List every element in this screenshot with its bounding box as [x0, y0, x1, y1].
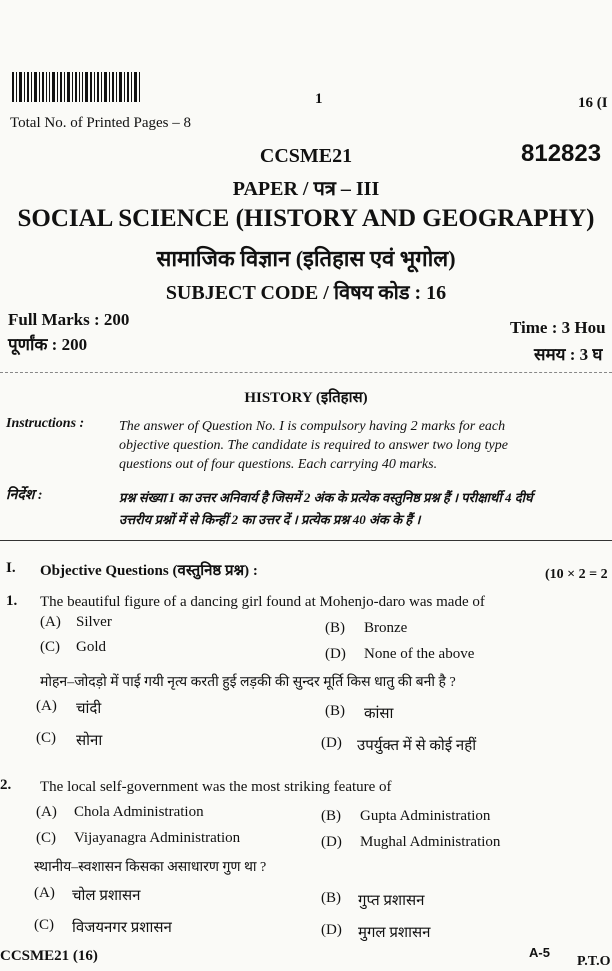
section-divider: [0, 540, 612, 541]
time-en: Time : 3 Hou: [510, 318, 606, 337]
total-pages: Total No. of Printed Pages – 8: [10, 115, 192, 131]
subject-title-hi: सामाजिक विज्ञान (इतिहास एवं भूगोल): [156, 246, 456, 271]
option-text: None of the above: [364, 646, 475, 662]
option-label: (C): [36, 730, 56, 746]
option-label: (A): [40, 614, 61, 630]
full-marks-hi: पूर्णांक : 200: [8, 335, 88, 354]
subject-code: SUBJECT CODE / विषय कोड : 16: [165, 282, 447, 304]
option-text: Silver: [76, 614, 112, 630]
paper-code-corner: 16 (I: [578, 95, 608, 111]
serial-number: 812823: [521, 140, 602, 167]
option-text: कांसा: [364, 706, 394, 722]
barcode: [12, 72, 140, 102]
option-text: Gupta Administration: [360, 808, 491, 824]
objective-marks: (10 × 2 = 2: [545, 567, 608, 582]
subject-title-en: SOCIAL SCIENCE (HISTORY AND GEOGRAPHY): [17, 205, 595, 232]
nirdesh-line: प्रश्न संख्या I का उत्तर अनिवार्य है जिसमें 2 अंक के प्रत्येक वस्तुनिष्ठ प्रश्न हैं । परीक्षार्थी 4 दीर्घ: [119, 490, 533, 505]
footer-pto: P.T.O: [577, 954, 611, 969]
option-label: (D): [321, 834, 342, 850]
section-title: HISTORY (इतिहास): [244, 390, 368, 406]
question-text-hi: मोहन–जोदड़ो में पाई गयी नृत्य करती हुई लड़की की सुन्दर मूर्ति किस धातु की बनी है ?: [40, 675, 456, 690]
option-label: (B): [321, 808, 341, 824]
option-label: (C): [36, 830, 56, 846]
option-label: (B): [325, 703, 345, 719]
option-text: विजयनगर प्रशासन: [72, 920, 172, 936]
question-text-en: The beautiful figure of a dancing girl found at Mohenjo-daro was made of: [40, 594, 485, 610]
option-label: (B): [321, 890, 341, 906]
footer-form: A-5: [529, 945, 550, 960]
option-label: (C): [34, 917, 54, 933]
option-text: मुगल प्रशासन: [358, 925, 431, 941]
question-number: 2.: [0, 777, 12, 793]
header-divider: [0, 372, 612, 373]
option-text: Mughal Administration: [360, 834, 501, 850]
nirdesh-label: निर्देश :: [6, 488, 43, 503]
instructions-line: questions out of four questions. Each carrying 40 marks.: [119, 457, 438, 472]
footer-code: CCSME21 (16): [0, 948, 98, 964]
option-label: (A): [34, 885, 55, 901]
objective-number: I.: [6, 560, 16, 576]
option-text: गुप्त प्रशासन: [358, 893, 425, 909]
option-label: (C): [40, 639, 60, 655]
instructions-line: The answer of Question No. I is compulsory having 2 marks for each: [119, 419, 506, 434]
option-text: उपर्युक्त में से कोई नहीं: [357, 738, 477, 754]
paper-title: PAPER / पत्र – III: [232, 178, 380, 200]
option-text: चोल प्रशासन: [72, 888, 141, 904]
option-text: चांदी: [76, 701, 102, 717]
option-text: Bronze: [364, 620, 408, 636]
option-label: (A): [36, 698, 57, 714]
question-text-en: The local self-government was the most striking feature of: [40, 779, 392, 795]
option-label: (D): [321, 922, 342, 938]
option-label: (B): [325, 620, 345, 636]
option-text: Gold: [76, 639, 106, 655]
question-text-hi: स्थानीय–स्वशासन किसका असाधारण गुण था ?: [34, 860, 267, 875]
option-text: Chola Administration: [74, 804, 204, 820]
option-text: Vijayanagra Administration: [74, 830, 241, 846]
instructions-label: Instructions :: [6, 416, 85, 431]
question-number: 1.: [6, 593, 18, 609]
time-hi: समय : 3 घ: [534, 345, 603, 364]
option-text: सोना: [76, 733, 103, 749]
nirdesh-line: उत्तरीय प्रश्नों में से किन्हीं 2 का उत्तर दें । प्रत्येक प्रश्न 40 अंक के हैं ।: [119, 512, 421, 527]
objective-title: Objective Questions (वस्तुनिष्ठ प्रश्न) :: [40, 563, 258, 579]
paper-code: CCSME21: [259, 145, 353, 167]
option-label: (D): [325, 646, 346, 662]
page-number: 1: [315, 91, 323, 107]
instructions-line: objective question. The candidate is required to answer two long type: [119, 438, 508, 453]
option-label: (A): [36, 804, 57, 820]
full-marks-en: Full Marks : 200: [8, 310, 130, 329]
option-label: (D): [321, 735, 342, 751]
